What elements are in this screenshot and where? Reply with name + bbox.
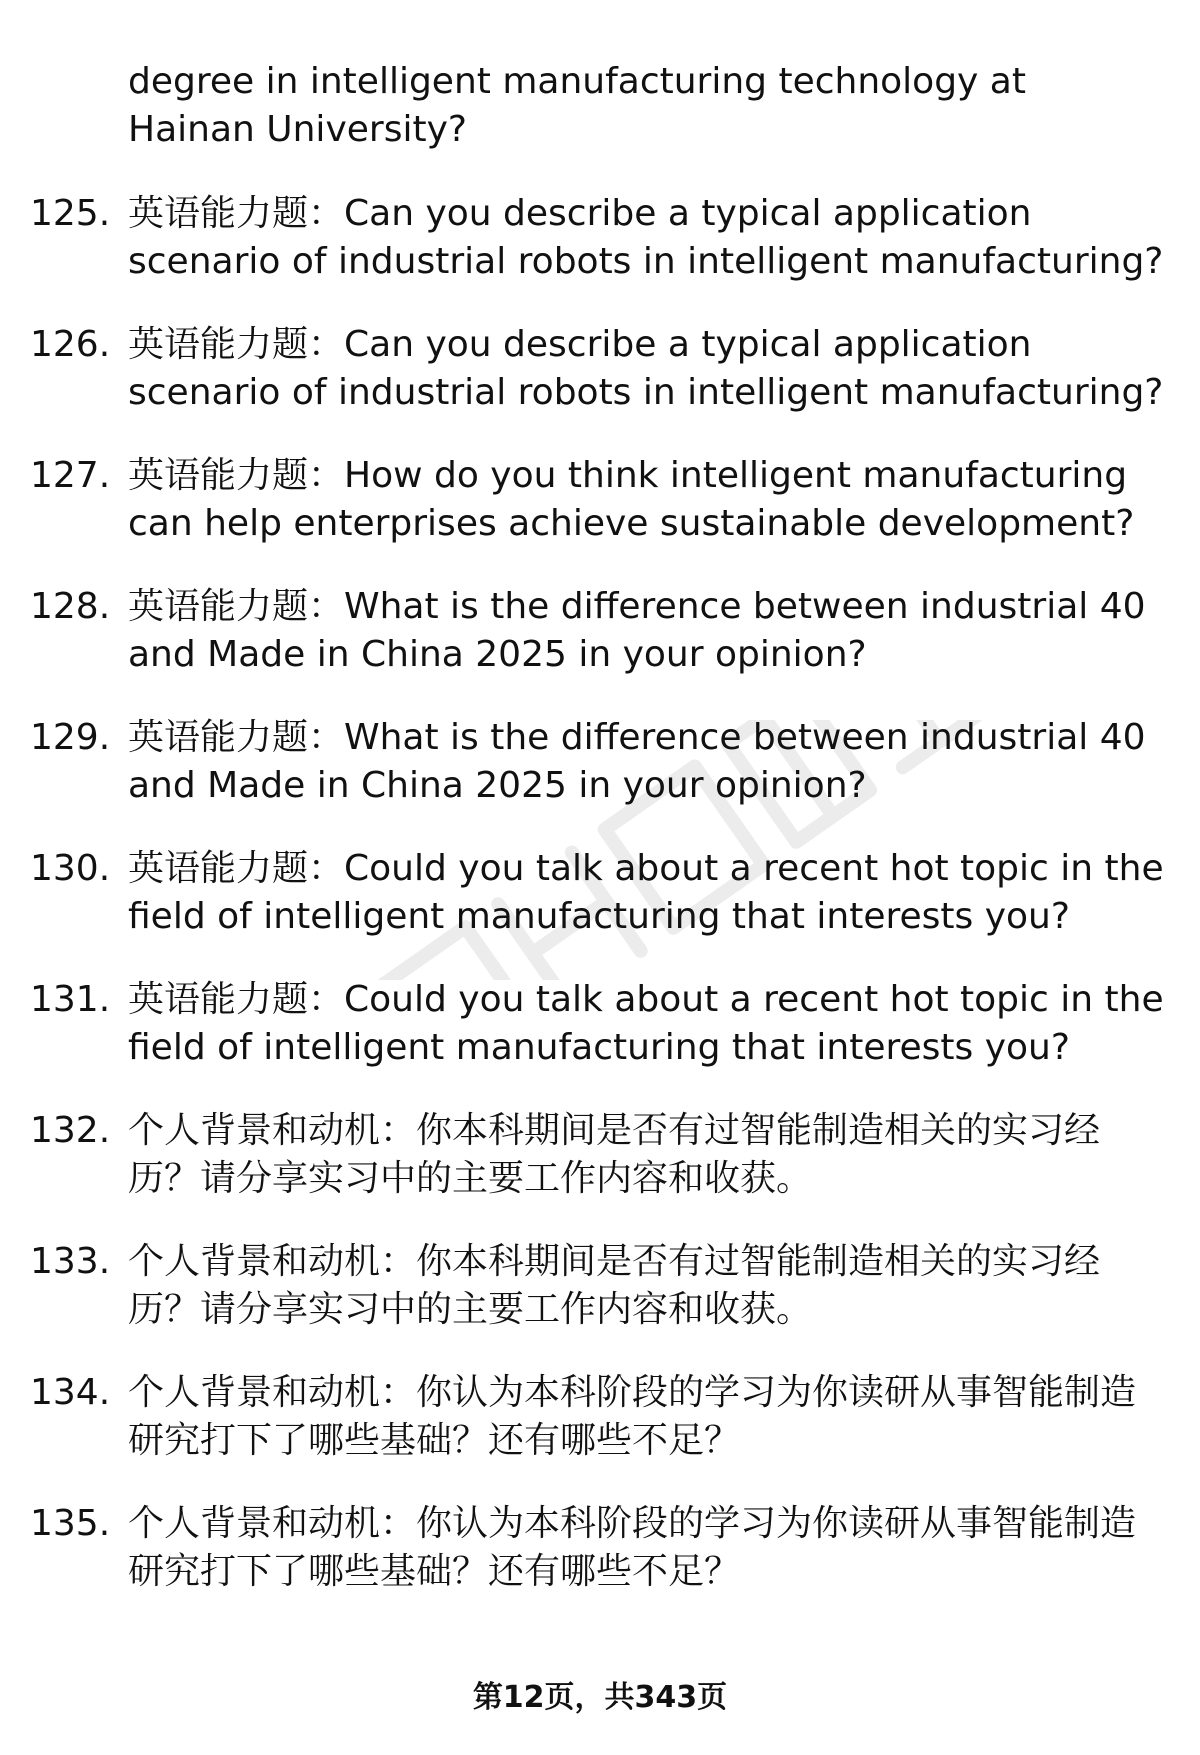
question-item xyxy=(0,845,1200,976)
question-text: 英语能力题：Can you describe a typical application scenario of industrial robots in intelligent manufacturing? xyxy=(128,193,1164,282)
question-item xyxy=(0,714,1200,845)
question-number: 130. xyxy=(30,848,111,889)
question-text: 个人背景和动机：你认为本科阶段的学习为你读研从事智能制造研究打下了哪些基础？还有哪些不足？ xyxy=(128,1372,1137,1461)
question-item xyxy=(0,1238,1200,1369)
question-item xyxy=(0,1500,1200,1631)
question-item xyxy=(0,583,1200,714)
question-text: 英语能力题：What is the difference between industrial 40 and Made in China 2025 in your opinion? xyxy=(128,717,1146,806)
question-text: 个人背景和动机：你本科期间是否有过智能制造相关的实习经历？请分享实习中的主要工作内容和收获。 xyxy=(128,1110,1101,1199)
question-text: 英语能力题：Can you describe a typical application scenario of industrial robots in intelligent manufacturing? xyxy=(128,324,1164,413)
continued-question-text: degree in intelligent manufacturing technology at Hainan University? xyxy=(128,61,1026,150)
question-item xyxy=(0,452,1200,583)
question-text: 个人背景和动机：你本科期间是否有过智能制造相关的实习经历？请分享实习中的主要工作内容和收获。 xyxy=(128,1241,1101,1330)
page-footer: 第12页，共343页 xyxy=(472,1680,728,1715)
question-text: 英语能力题：How do you think intelligent manufacturing can help enterprises achieve sustainable development? xyxy=(128,455,1135,544)
question-item xyxy=(0,321,1200,452)
question-text: 英语能力题：What is the difference between industrial 40 and Made in China 2025 in your opinion? xyxy=(128,586,1146,675)
question-number: 131. xyxy=(30,979,111,1020)
question-text: 英语能力题：Could you talk about a recent hot topic in the field of intelligent manufacturing that interests you? xyxy=(128,848,1164,937)
question-item xyxy=(0,190,1200,321)
question-number: 126. xyxy=(30,324,111,365)
question-text: 英语能力题：Could you talk about a recent hot topic in the field of intelligent manufacturing that interests you? xyxy=(128,979,1164,1068)
question-list xyxy=(0,190,1200,1631)
question-number: 132. xyxy=(30,1110,111,1151)
question-item xyxy=(0,1369,1200,1500)
question-number: 129. xyxy=(30,717,111,758)
question-number: 133. xyxy=(30,1241,111,1282)
question-text: 个人背景和动机：你认为本科阶段的学习为你读研从事智能制造研究打下了哪些基础？还有哪些不足？ xyxy=(128,1503,1137,1592)
question-number: 135. xyxy=(30,1503,111,1544)
question-number: 127. xyxy=(30,455,111,496)
question-item xyxy=(0,1107,1200,1238)
question-number: 125. xyxy=(30,193,111,234)
question-item xyxy=(0,976,1200,1107)
question-number: 134. xyxy=(30,1372,111,1413)
question-number: 128. xyxy=(30,586,111,627)
